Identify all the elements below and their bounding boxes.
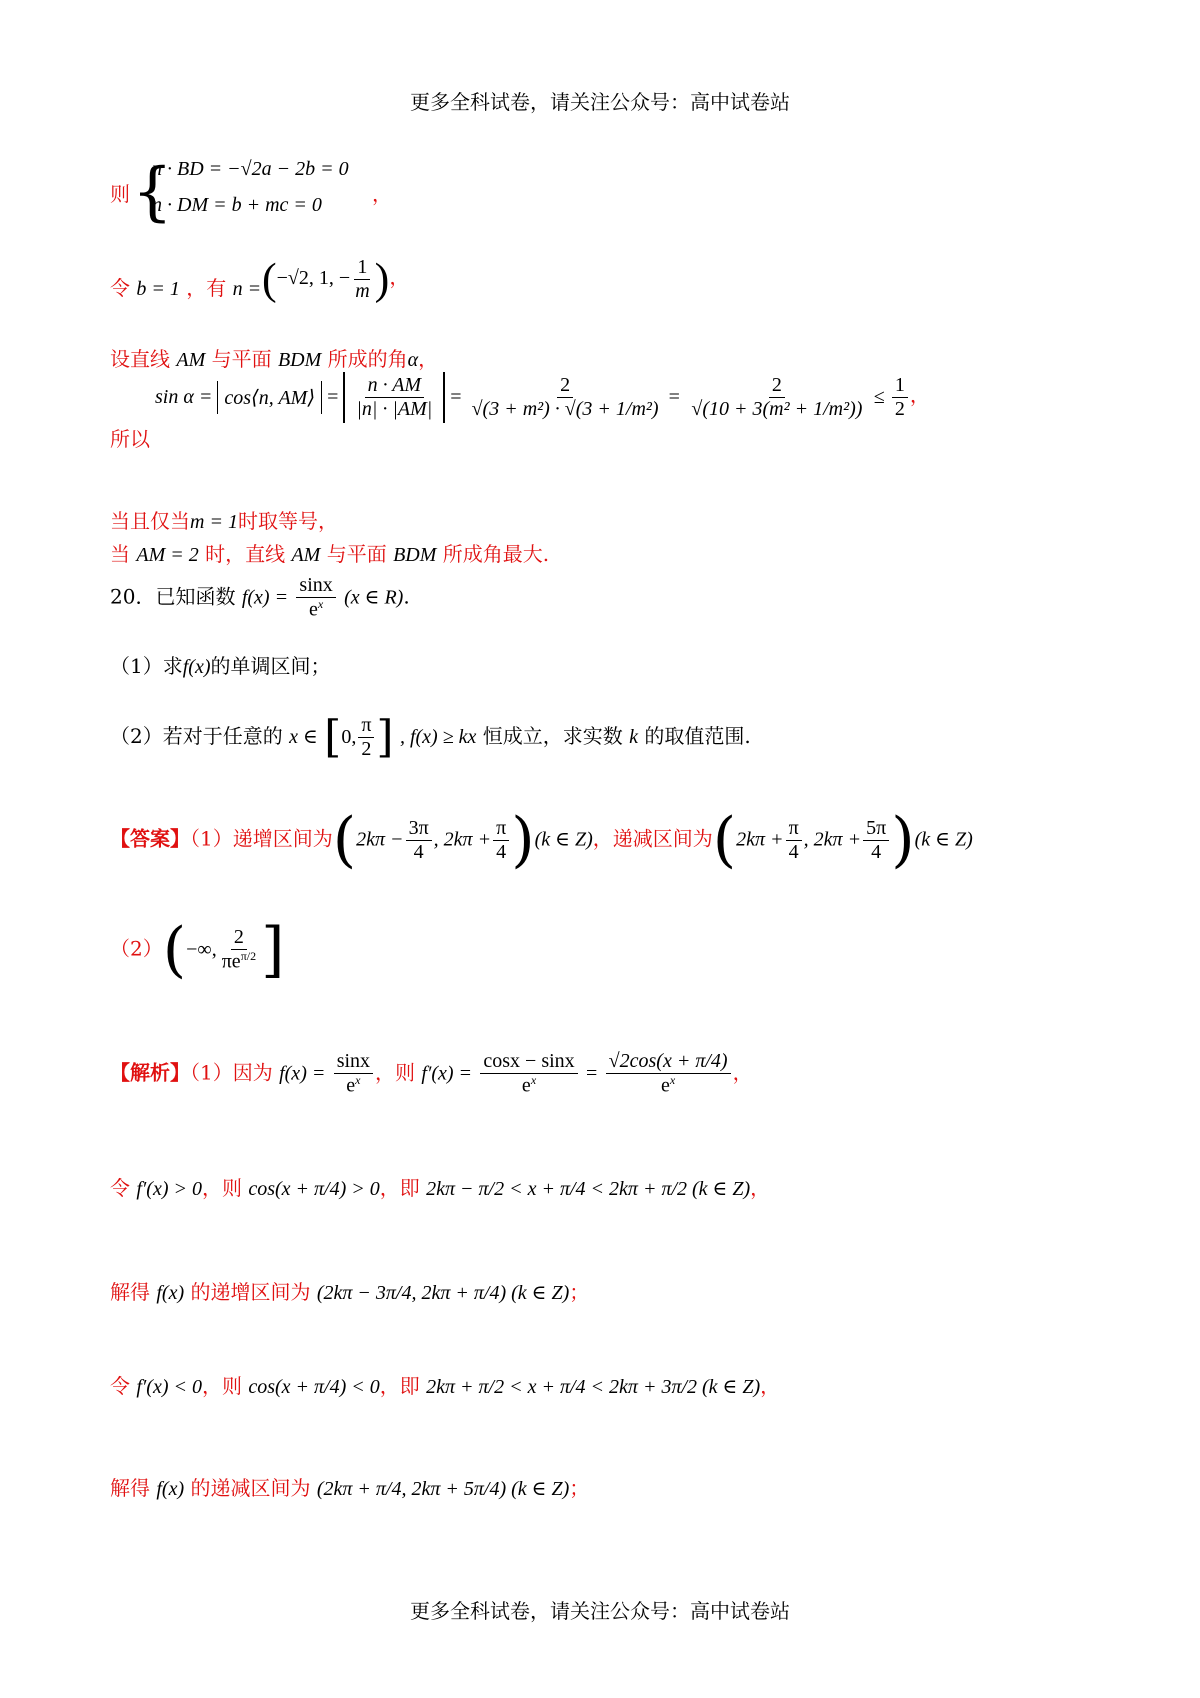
question-20: 20．已知函数 f(x) = $\frac{\sin x}{e^x}$ (x ∈ R). bbox=[110, 574, 410, 621]
normal-vector-value: (−√2, 1, − $\frac{1}{m}$ )， bbox=[262, 254, 410, 304]
sin-alpha-chain: sin α = cos⟨n, AM⟩ = $\frac{n \cdot AM}{|n| \cdot |AM|}$ = $\frac{2}{\text{√(3 + m²) · √(3 + 1/m²)}}$ = $\frac{2}{\text{√(10 + 3(m² + 1/m²))}}$ ≤ $\frac{1}{2}$ ， bbox=[155, 372, 930, 423]
page-header: 更多全科试卷，请关注公众号：高中试卷站 bbox=[410, 90, 790, 114]
question-20-part2: （2）若对于任意的 x ∈ [0, $\frac{\pi}{2}$ ] , f(x) ≥ kx 恒成立，求实数 k 的取值范围. bbox=[110, 711, 751, 763]
system-eq1: n · BD = −√2a − 2b = 0 bbox=[152, 158, 349, 180]
analysis-line1: 【解析】（1）因为 f(x) = $\frac{\sin x}{e^x}$ ，则 f′(x) = $\frac{\cos x - \sin x}{e^x}$ = $\frac{√2\cos(x + \pi/4)}{e^x}$ ， bbox=[110, 1050, 753, 1097]
system-eq2: n · DM = b + mc = 0 bbox=[152, 194, 322, 216]
analysis-line3: 解得 f(x) 的递增区间为 (2kπ − 3π/4, 2kπ + π/4) (k ∈ Z)； bbox=[110, 1280, 590, 1304]
equality-condition: 当且仅当m = 1时取等号， bbox=[110, 509, 338, 533]
solution-ze: 则 bbox=[110, 182, 130, 206]
page-footer: 更多全科试卷，请关注公众号：高中试卷站 bbox=[410, 1599, 790, 1623]
final-conclusion: 当 AM = 2 时，直线 AM 与平面 BDM 所成角最大. bbox=[110, 542, 550, 566]
answer-part2: （2）(−∞, 2 $\pi e^{\pi/2}$ ] bbox=[110, 915, 285, 985]
normal-vector-line: 令 b = 1 ，有 n = bbox=[110, 276, 262, 300]
system-comma: ， bbox=[372, 182, 392, 206]
analysis-line4: 令 f′(x) < 0，则 cos(x + π/4) < 0，即 2kπ + π/2 < x + π/4 < 2kπ + 3π/2 (k ∈ Z)， bbox=[110, 1374, 781, 1398]
angle-setup: 设直线 AM 与平面 BDM 所成的角α， bbox=[110, 347, 439, 371]
answer-part1: 【答案】（1）递增区间为(2kπ − $\frac{3\pi}{4}$ , 2kπ + $\frac{\pi}{4}$ )(k ∈ Z)，递减区间为(2kπ + $\frac{\pi}{4}$ , 2kπ + $\frac{5\pi}{4}$ )(k ∈ Z) bbox=[110, 805, 973, 875]
suoyi: 所以 bbox=[110, 427, 150, 451]
question-20-part1: （1）求f(x)的单调区间； bbox=[110, 654, 331, 678]
analysis-line2: 令 f′(x) > 0，则 cos(x + π/4) > 0，即 2kπ − π/2 < x + π/4 < 2kπ + π/2 (k ∈ Z)， bbox=[110, 1176, 771, 1200]
analysis-line5: 解得 f(x) 的递减区间为 (2kπ + π/4, 2kπ + 5π/4) (k ∈ Z)； bbox=[110, 1476, 590, 1500]
